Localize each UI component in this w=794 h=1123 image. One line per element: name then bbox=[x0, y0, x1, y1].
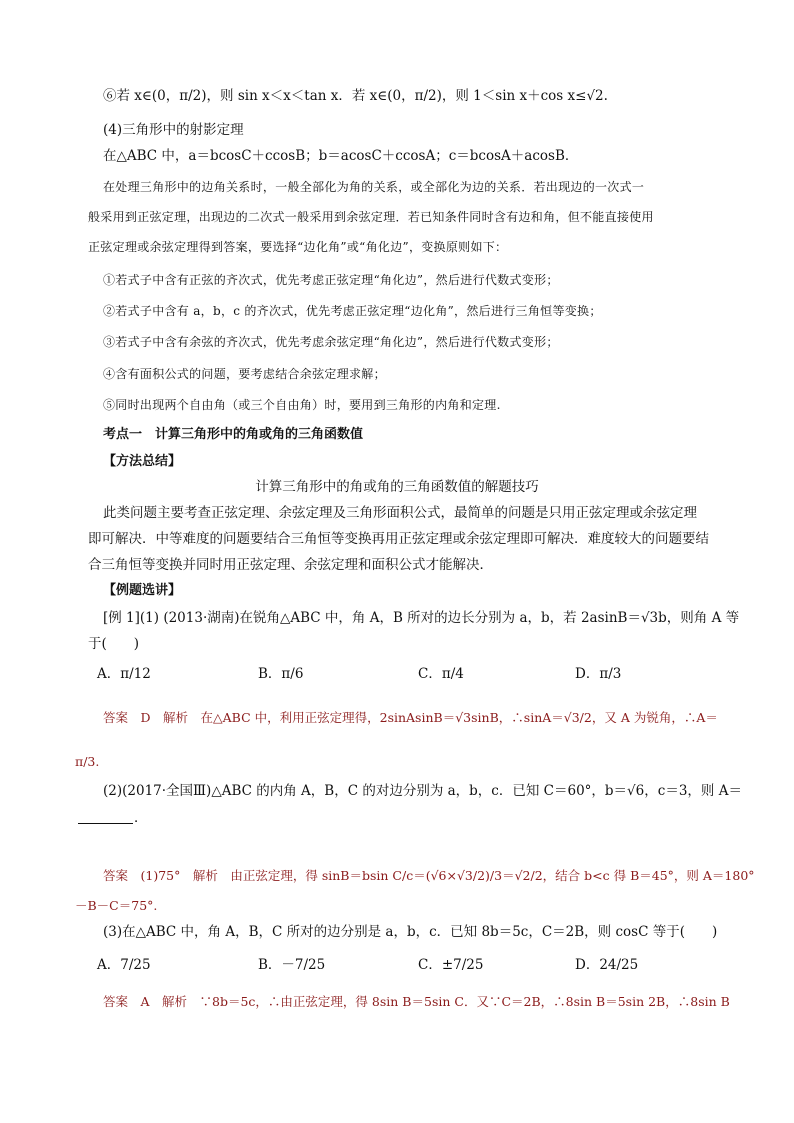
method-summary-heading: 【方法总结】 bbox=[103, 454, 182, 469]
example-1-question: [例 1](1) (2013·湖南)在锐角△ABC 中，角 A，B 所对的边长分别为 a，b，若 2asinB＝√3b，则角 A 等 bbox=[103, 610, 740, 626]
answer-2-cont: －B－C＝75°. bbox=[75, 898, 158, 913]
method-line: 即可解决．中等难度的问题要结合三角恒等变换再用正弦定理或余弦定理即可解决．难度较大的问题要结 bbox=[88, 531, 709, 547]
rule-5: ⑤同时出现两个自由角（或三个自由角）时，要用到三角形的内角和定理. bbox=[103, 398, 501, 412]
option-c: C．π/4 bbox=[418, 666, 464, 682]
example-3-question: (3)在△ABC 中，角 A，B，C 所对的边分别是 a，b，c．已知 8b＝5c，C＝2B，则 cosC 等于( ) bbox=[103, 924, 718, 940]
answer-blank bbox=[78, 822, 133, 824]
rule-2: ②若式子中含有 a，b，c 的齐次式，优先考虑正弦定理“边化角”，然后进行三角恒等变换； bbox=[103, 304, 602, 318]
option-a: A．π/12 bbox=[97, 666, 151, 682]
projection-theorem: 在△ABC 中，a＝bcosC＋ccosB；b＝acosC＋ccosA；c＝bcosA＋acosB． bbox=[103, 148, 579, 164]
answer-1-cont: π/3. bbox=[75, 754, 100, 769]
examples-heading: 【例题选讲】 bbox=[103, 583, 182, 598]
answer-2: 答案 (1)75° 解析 由正弦定理，得 sinB＝bsin C/c＝(√6×√3/2)/3＝√2/2，结合 b<c 得 B＝45°，则 A＝180° bbox=[103, 868, 755, 883]
method-line: 合三角恒等变换并同时用正弦定理、余弦定理和面积公式才能解决． bbox=[88, 557, 493, 573]
blank-period: ． bbox=[134, 810, 148, 826]
paragraph-line: 在处理三角形中的边角关系时，一般全部化为角的关系，或全部化为边的关系．若出现边的一次式一 bbox=[103, 180, 645, 194]
option-a: A．7/25 bbox=[97, 957, 151, 973]
rule-3: ③若式子中含有余弦的齐次式，优先考虑余弦定理“角化边”，然后进行代数式变形； bbox=[103, 335, 559, 349]
section-heading: (4)三角形中的射影定理 bbox=[103, 122, 244, 138]
rule-4: ④含有面积公式的问题，要考虑结合余弦定理求解； bbox=[103, 367, 386, 381]
option-b: B．π/6 bbox=[258, 666, 304, 682]
option-c: C．±7/25 bbox=[418, 957, 484, 973]
option-d: D．π/3 bbox=[575, 666, 622, 682]
center-title: 计算三角形中的角或角的三角函数值的解题技巧 bbox=[255, 479, 539, 495]
topic-heading: 考点一 计算三角形中的角或角的三角函数值 bbox=[103, 427, 364, 442]
option-d: D．24/25 bbox=[575, 957, 639, 973]
option-b: B．－7/25 bbox=[258, 957, 326, 973]
answer-1: 答案 D 解析 在△ABC 中，利用正弦定理得，2sinAsinB＝√3sinB，∴sinA＝√3/2，又 A 为锐角，∴A＝ bbox=[103, 710, 718, 725]
example-1-question-cont: 于( ) bbox=[88, 636, 140, 652]
rule-1: ①若式子中含有正弦的齐次式，优先考虑正弦定理“角化边”，然后进行代数式变形； bbox=[103, 273, 559, 287]
paragraph-line: 般采用到正弦定理，出现边的二次式一般采用到余弦定理．若已知条件同时含有边和角，但不能直接使用 bbox=[88, 210, 654, 224]
paragraph-line: 正弦定理或余弦定理得到答案，要选择“边化角”或“角化边”，变换原则如下： bbox=[88, 240, 508, 254]
item-6: ⑥若 x∈(0，π/2)，则 sin x＜x＜tan x．若 x∈(0，π/2)，则 1＜sin x＋cos x≤√2. bbox=[103, 88, 608, 104]
example-2-question: (2)(2017·全国Ⅲ)△ABC 的内角 A，B，C 的对边分别为 a，b，c．已知 C＝60°，b＝√6，c＝3，则 A＝ bbox=[103, 783, 742, 799]
method-line: 此类问题主要考查正弦定理、余弦定理及三角形面积公式，最简单的问题是只用正弦定理或余弦定理 bbox=[103, 505, 697, 521]
answer-3: 答案 A 解析 ∵8b＝5c，∴由正弦定理，得 8sin B＝5sin C．又∵C＝2B，∴8sin B＝5sin 2B，∴8sin B bbox=[103, 994, 730, 1009]
